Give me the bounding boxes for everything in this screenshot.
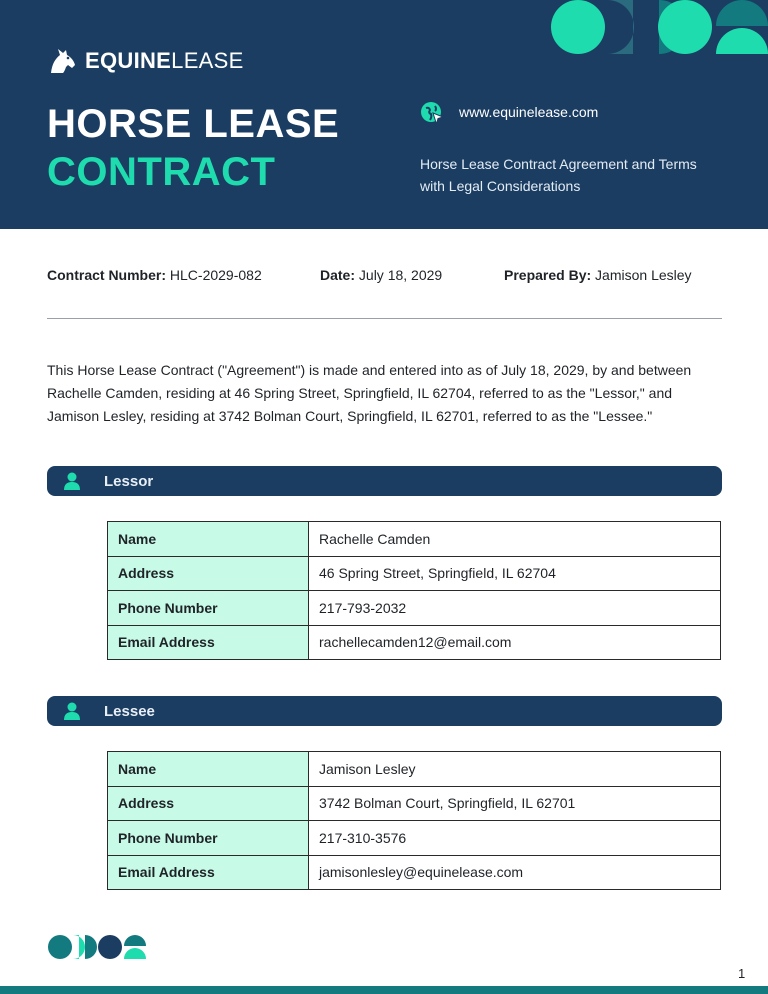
intro-paragraph: This Horse Lease Contract ("Agreement") is made and entered into as of July 18, 2029, by and between Rachelle Camden, residing at 46 Spring Street, Springfield, IL 62704, referred to as the "Lessor," and Jamison Lesley, residing at 3742 Bolman Court, Springfield, IL 62701, referred to as the "Lessee."	[47, 362, 692, 424]
website-link[interactable]: www.equinelease.com	[459, 104, 599, 120]
row-label: Name	[108, 752, 309, 787]
date-label: Date:	[320, 267, 356, 283]
section-header-lessee	[47, 696, 722, 726]
table-row	[108, 752, 721, 787]
row-label: Phone Number	[108, 591, 309, 626]
header-banner	[0, 0, 768, 229]
row-value: jamisonlesley@equinelease.com	[309, 855, 721, 890]
brand-name-bold: EQUINE	[85, 48, 172, 73]
divider	[47, 318, 722, 319]
row-label: Email Address	[108, 625, 309, 660]
row-label: Address	[108, 786, 309, 821]
table-row	[108, 786, 721, 821]
table-row	[108, 522, 721, 557]
contract-number-label: Contract Number:	[47, 267, 167, 283]
globe-cursor-icon	[420, 101, 444, 125]
section-header-lessor	[47, 466, 722, 496]
title-line-2: CONTRACT	[47, 150, 276, 194]
contract-date	[320, 267, 442, 283]
brand-name-light: LEASE	[171, 48, 244, 73]
row-value: Rachelle Camden	[309, 522, 721, 557]
prepared-by-value: Jamison Lesley	[595, 267, 692, 283]
contract-number	[47, 267, 262, 283]
row-label: Email Address	[108, 855, 309, 890]
table-row	[108, 821, 721, 856]
footer-decorative-shapes	[47, 934, 147, 960]
lessor-table	[107, 521, 721, 660]
prepared-by	[504, 267, 692, 283]
title-line-1: HORSE LEASE	[47, 102, 340, 146]
table-row	[108, 625, 721, 660]
row-value: 46 Spring Street, Springfield, IL 62704	[309, 556, 721, 591]
person-icon	[64, 472, 80, 490]
section-title-lessee: Lessee	[104, 702, 155, 720]
horse-head-icon	[47, 46, 77, 76]
row-value: 217-793-2032	[309, 591, 721, 626]
row-value: rachellecamden12@email.com	[309, 625, 721, 660]
prepared-by-label: Prepared By:	[504, 267, 592, 283]
row-label: Phone Number	[108, 821, 309, 856]
table-row	[108, 855, 721, 890]
decorative-shapes	[548, 0, 768, 58]
lessee-table	[107, 751, 721, 890]
table-row	[108, 556, 721, 591]
row-value: Jamison Lesley	[309, 752, 721, 787]
row-value: 3742 Bolman Court, Springfield, IL 62701	[309, 786, 721, 821]
brand-name	[85, 48, 244, 74]
header-subtitle: Horse Lease Contract Agreement and Terms with Legal Considerations	[420, 156, 697, 194]
person-icon	[64, 702, 80, 720]
row-label: Address	[108, 556, 309, 591]
page-number: 1	[738, 966, 746, 981]
contract-number-value: HLC-2029-082	[169, 267, 262, 283]
row-label: Name	[108, 522, 309, 557]
brand	[47, 46, 244, 76]
date-value: July 18, 2029	[358, 267, 443, 283]
row-value: 217-310-3576	[309, 821, 721, 856]
table-row	[108, 591, 721, 626]
section-title-lessor: Lessor	[104, 472, 154, 490]
bottom-strip	[0, 986, 768, 994]
